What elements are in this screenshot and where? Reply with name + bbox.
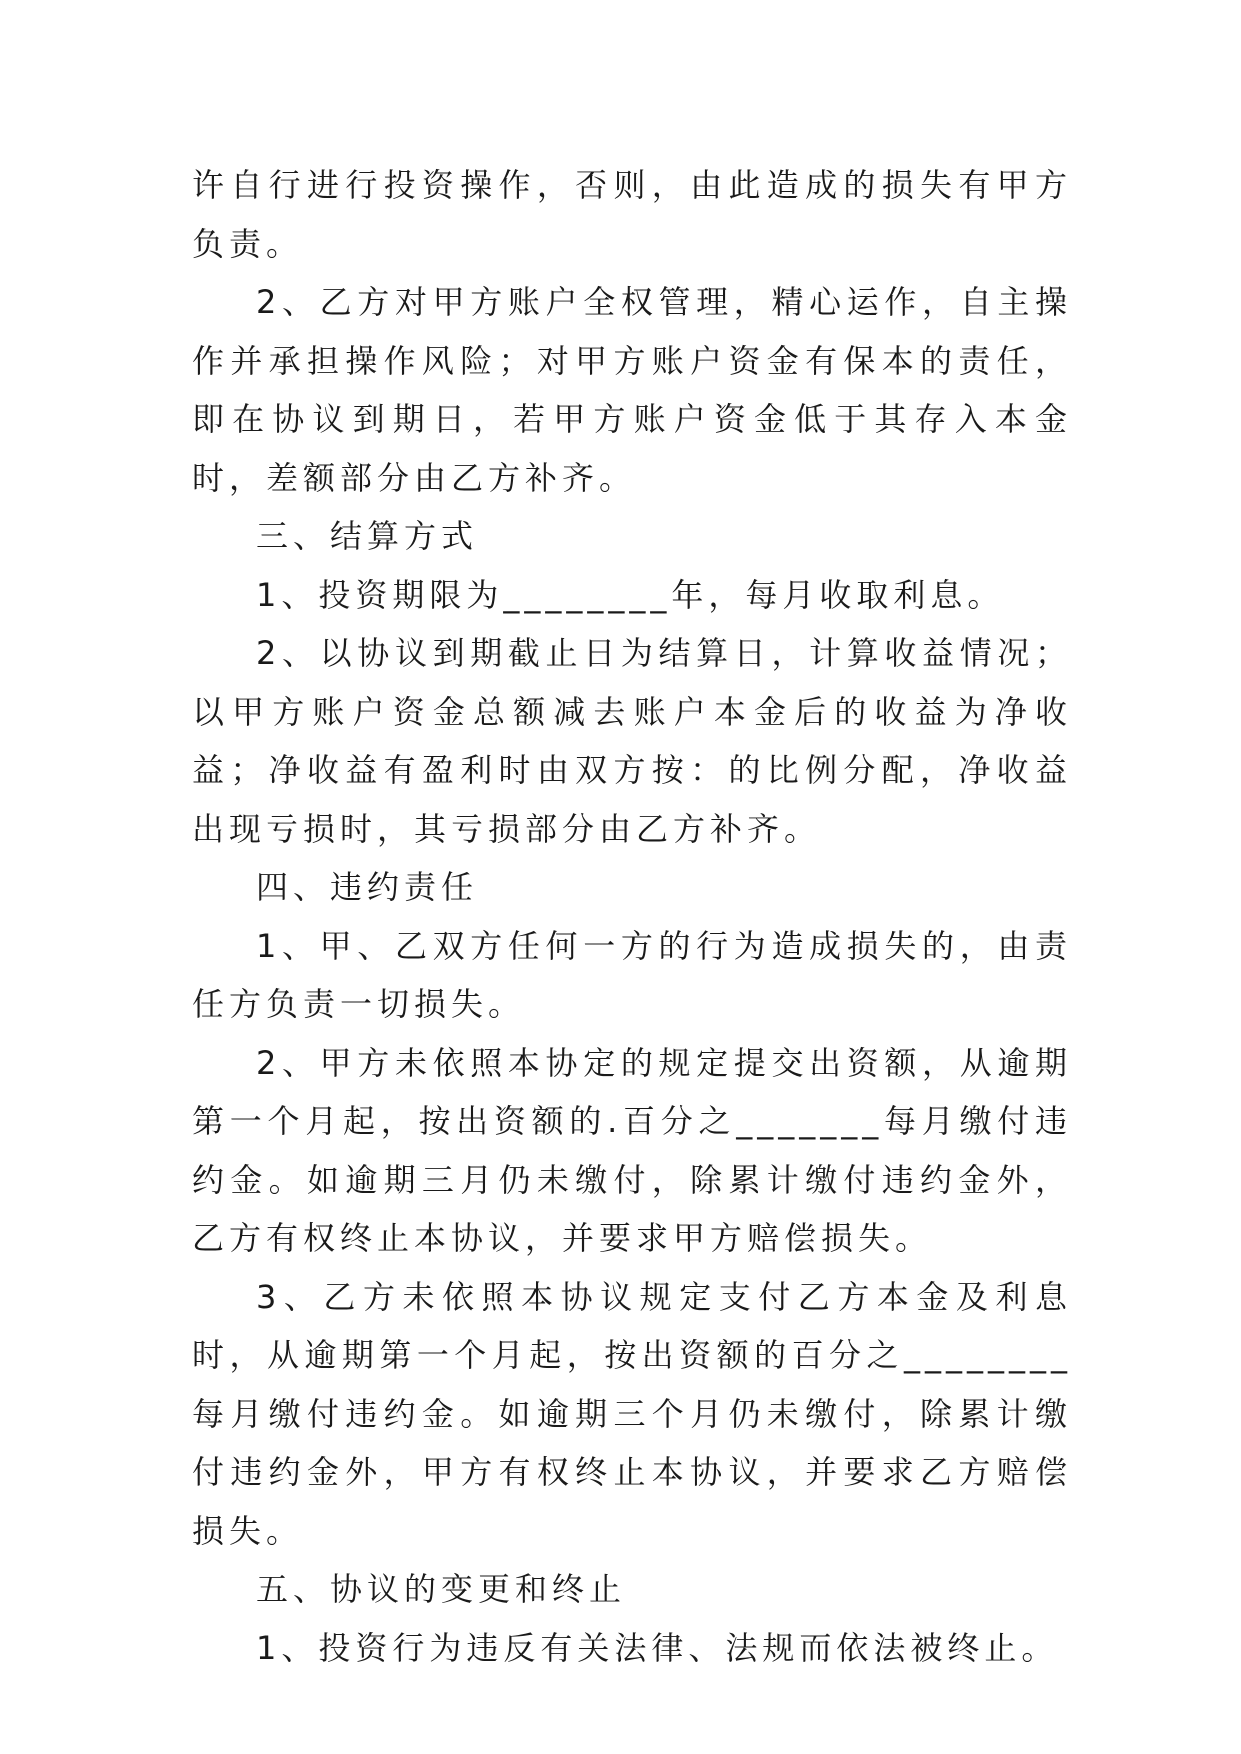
- paragraph-liability-2: 2、甲方未依照本协定的规定提交出资额，从逾期第一个月起，按出资额的.百分之_______每月缴付违约金。如逾期三月仍未缴付，除累计缴付违约金外，乙方有权终止本协议，并要求甲方赔偿损失。: [192, 1043, 1072, 1257]
- paragraph-settlement-2: 2、以协议到期截止日为结算日，计算收益情况；以甲方账户资金总额减去账户本金后的收益为净收益；净收益有盈利时由双方按：的比例分配，净收益出现亏损时，其亏损部分由乙方补齐。: [192, 634, 1072, 848]
- document-body: [192, 156, 1072, 1677]
- paragraph-settlement-1: 1、投资期限为________年，每月收取利息。: [256, 575, 1005, 614]
- section-heading-settlement: 三、结算方式: [256, 517, 479, 555]
- paragraph-liability-3: 3、乙方未依照本协议规定支付乙方本金及利息时，从逾期第一个月起，按出资额的百分之________每月缴付违约金。如逾期三个月仍未缴付，除累计缴付违约金外，甲方有权终止本协议，并要求乙方赔偿损失。: [192, 1277, 1072, 1550]
- paragraph-continuation: 许自行进行投资操作，否则，由此造成的损失有甲方负责。: [192, 166, 1072, 263]
- paragraph-liability-1: 1、甲、乙双方任何一方的行为造成损失的，由责任方负责一切损失。: [192, 926, 1072, 1023]
- section-heading-liability: 四、违约责任: [256, 868, 479, 906]
- paragraph-clause-2: 2、乙方对甲方账户全权管理，精心运作，自主操作并承担操作风险；对甲方账户资金有保本的责任，即在协议到期日，若甲方账户资金低于其存入本金时，差额部分由乙方补齐。: [192, 283, 1072, 497]
- paragraph-termination-1: 1、投资行为违反有关法律、法规而依法被终止。: [256, 1628, 1059, 1667]
- section-heading-change-termination: 五、协议的变更和终止: [256, 1570, 627, 1608]
